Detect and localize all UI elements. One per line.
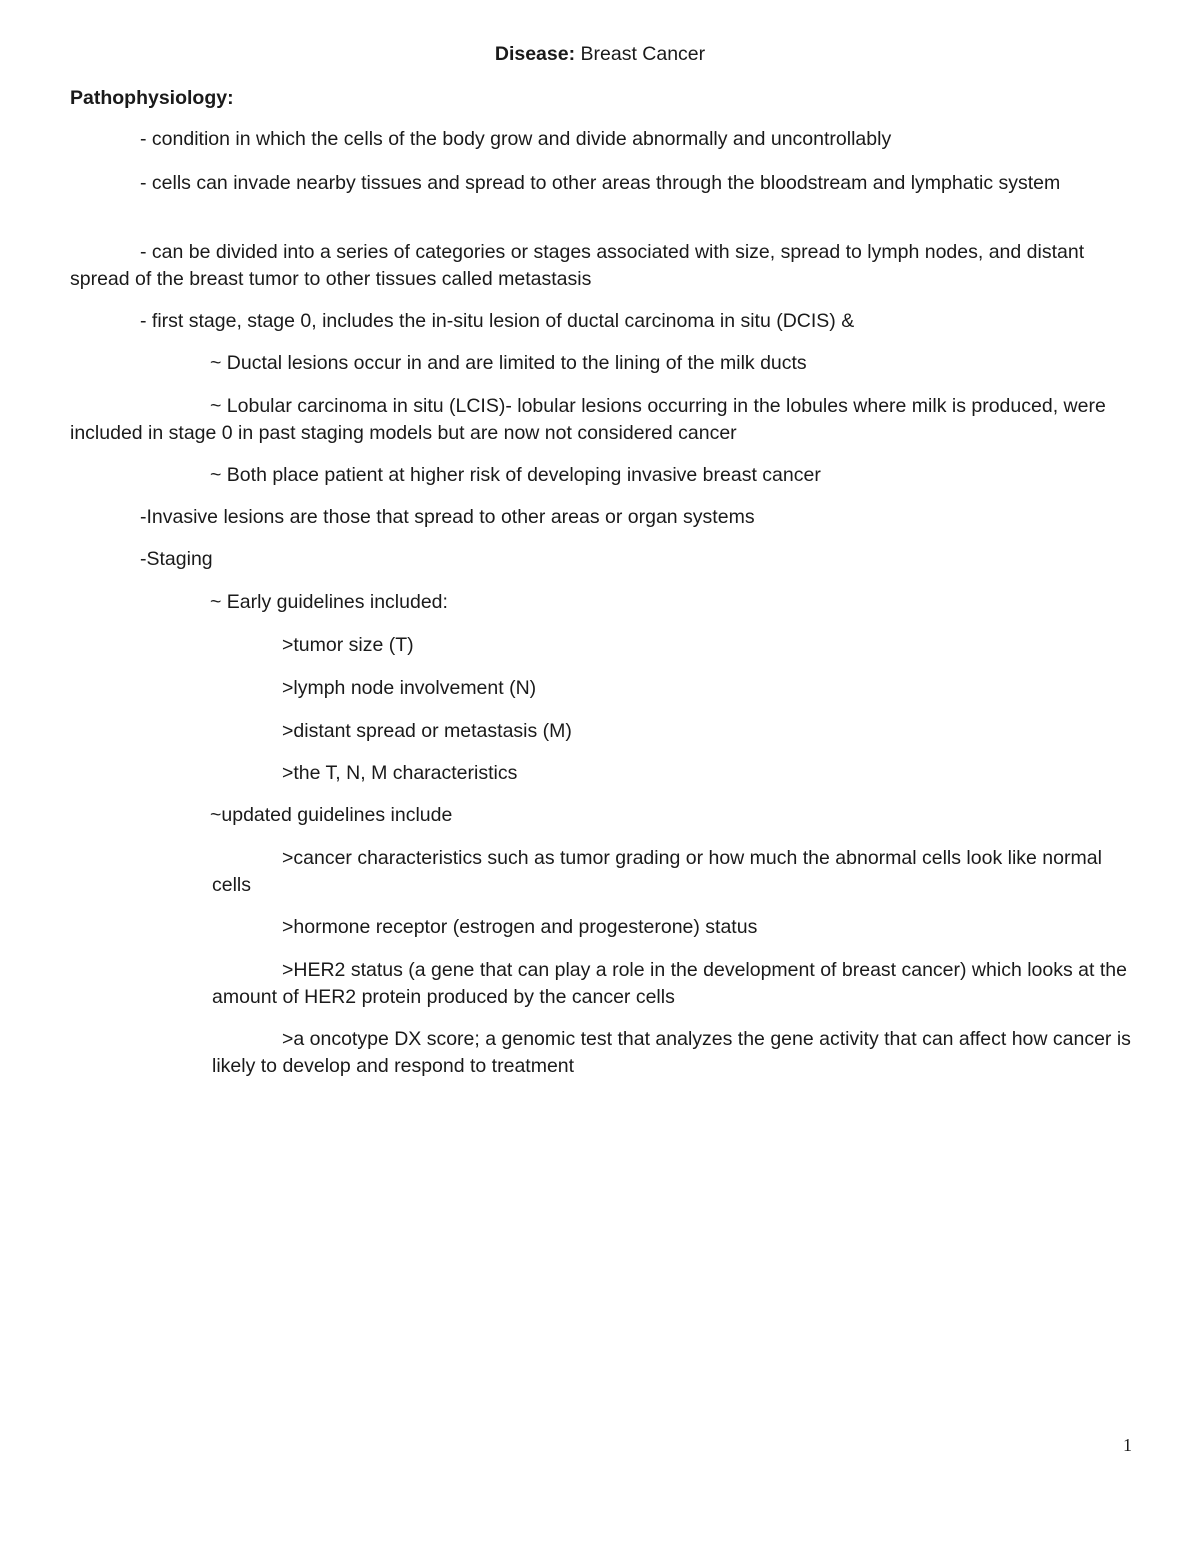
paragraph: - first stage, stage 0, includes the in-situ lesion of ductal carcinoma in situ (DCIS) &: [140, 310, 855, 332]
paragraph: - condition in which the cells of the body grow and divide abnormally and uncontrollably: [140, 128, 892, 150]
paragraph: >lymph node involvement (N): [282, 677, 537, 699]
paragraph: >HER2 status (a gene that can play a role in the development of breast cancer) which looks at the amount of HER2 protein produced by the cancer cells: [212, 959, 1127, 1008]
title-label: Disease:: [494, 43, 576, 65]
paragraph: ~ Lobular carcinoma in situ (LCIS)- lobular lesions occurring in the lobules where milk is produced, were included in stage 0 in past staging models but are now not considered cancer: [70, 395, 1106, 444]
paragraph: - cells can invade nearby tissues and spread to other areas through the bloodstream and lymphatic system: [140, 172, 1061, 194]
section-heading-pathophysiology: Pathophysiology:: [70, 87, 234, 109]
paragraph: >distant spread or metastasis (M): [282, 720, 572, 742]
paragraph: -Invasive lesions are those that spread to other areas or organ systems: [140, 506, 755, 528]
paragraph: -Staging: [140, 548, 213, 570]
paragraph: ~ Both place patient at higher risk of developing invasive breast cancer: [210, 464, 821, 486]
paragraph: ~ Early guidelines included:: [210, 591, 448, 613]
paragraph: - can be divided into a series of categories or stages associated with size, spread to lymph nodes, and distant spread of the breast tumor to other tissues called metastasis: [70, 241, 1085, 290]
paragraph: >hormone receptor (estrogen and progesterone) status: [282, 916, 758, 938]
page-number: 1: [1123, 1435, 1132, 1455]
document-title: [0, 41, 1200, 68]
paragraph: ~updated guidelines include: [210, 804, 453, 826]
paragraph: ~ Ductal lesions occur in and are limited to the lining of the milk ducts: [210, 352, 807, 374]
paragraph: >a oncotype DX score; a genomic test that analyzes the gene activity that can affect how cancer is likely to develop and respond to treatment: [212, 1028, 1131, 1077]
paragraph: >the T, N, M characteristics: [282, 762, 518, 784]
paragraph: >tumor size (T): [282, 634, 414, 656]
title-value: Breast Cancer: [580, 43, 706, 65]
paragraph: >cancer characteristics such as tumor grading or how much the abnormal cells look like normal cells: [212, 847, 1102, 896]
